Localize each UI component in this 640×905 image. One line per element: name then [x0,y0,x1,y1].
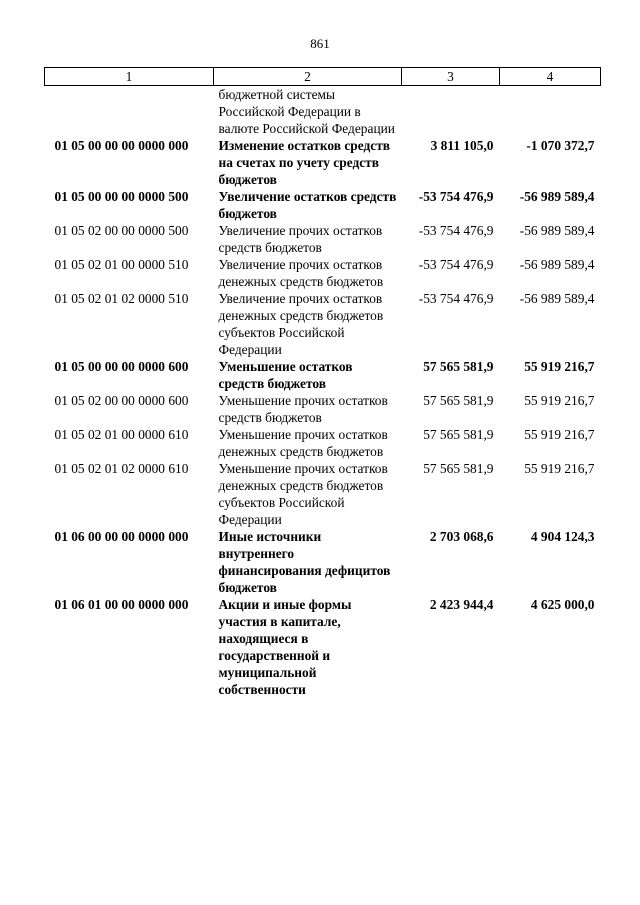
row-code: 01 05 02 01 02 0000 510 [54,291,189,306]
table-row [45,596,601,698]
row-value-col3: 57 565 581,9 [423,427,494,442]
table-header [45,68,601,86]
page-number: 861 [310,36,330,51]
table-row [45,222,601,256]
table-row [45,188,601,222]
table-row [45,358,601,392]
row-value-col3: 2 423 944,4 [429,597,494,612]
row-name: Увеличение остатков средств бюджетов [218,189,397,221]
row-name: Увеличение прочих остатков средств бюджетов [218,223,383,255]
row-code: 01 05 02 00 00 0000 600 [54,393,189,408]
row-value-col3: 3 811 105,0 [430,138,494,153]
table-row [45,528,601,596]
row-value-col3: 57 565 581,9 [423,461,494,476]
budget-sources-table [44,67,601,698]
row-name: Уменьшение прочих остатков денежных средств бюджетов субъектов Российской Федерации [218,461,388,527]
row-name: Иные источники внутреннего финансирования дефицитов бюджетов [218,529,391,595]
row-value-col4: -56 989 589,4 [519,189,595,204]
row-value-col3: 2 703 068,6 [429,529,494,544]
row-code: 01 05 02 01 02 0000 610 [54,461,189,476]
row-name: Изменение остатков средств на счетах по учету средств бюджетов [218,138,391,187]
row-name: Уменьшение прочих остатков средств бюджетов [218,393,388,425]
table-row [45,256,601,290]
row-value-col4: 55 919 216,7 [524,461,595,476]
row-name: Увеличение прочих остатков денежных средств бюджетов субъектов Российской Федерации [218,291,384,357]
row-value-col4: -56 989 589,4 [519,257,595,272]
table-body [45,86,601,699]
row-name: Акции и иные формы участия в капитале, находящиеся в государственной и муниципальной собственности [218,597,352,697]
column-header-2: 2 [214,68,402,86]
row-value-col4: -56 989 589,4 [519,223,595,238]
column-header-1: 1 [45,68,214,86]
row-code: 01 06 00 00 00 0000 000 [54,529,189,544]
table-row [45,426,601,460]
row-name: Уменьшение прочих остатков денежных средств бюджетов [218,427,388,459]
row-value-col3: 57 565 581,9 [423,359,494,374]
continuation-row [45,86,601,138]
row-value-col3: -53 754 476,9 [418,189,494,204]
row-code: 01 05 00 00 00 0000 000 [54,138,189,153]
column-header-4: 4 [500,68,601,86]
row-code: 01 05 00 00 00 0000 500 [54,189,189,204]
row-code: 01 05 00 00 00 0000 600 [54,359,189,374]
column-header-3: 3 [402,68,500,86]
continuation-text: бюджетной системы Российской Федерации в валюте Российской Федерации [218,87,395,136]
row-value-col4: -56 989 589,4 [519,291,595,306]
row-value-col4: 55 919 216,7 [524,359,595,374]
row-value-col4: 55 919 216,7 [524,393,595,408]
row-value-col3: -53 754 476,9 [418,223,494,238]
table-row [45,392,601,426]
row-value-col4: 4 904 124,3 [530,529,595,544]
row-value-col3: -53 754 476,9 [418,291,494,306]
row-code: 01 05 02 01 00 0000 610 [54,427,189,442]
table-row [45,460,601,528]
row-code: 01 05 02 00 00 0000 500 [54,223,189,238]
table-row [45,290,601,358]
row-value-col4: 4 625 000,0 [530,597,595,612]
row-value-col4: 55 919 216,7 [524,427,595,442]
row-name: Уменьшение остатков средств бюджетов [218,359,353,391]
row-name: Увеличение прочих остатков денежных средств бюджетов [218,257,384,289]
row-value-col3: -53 754 476,9 [418,257,494,272]
row-value-col3: 57 565 581,9 [423,393,494,408]
row-code: 01 06 01 00 00 0000 000 [54,597,189,612]
table-row [45,137,601,188]
row-code: 01 05 02 01 00 0000 510 [54,257,189,272]
row-value-col4: -1 070 372,7 [526,138,595,153]
